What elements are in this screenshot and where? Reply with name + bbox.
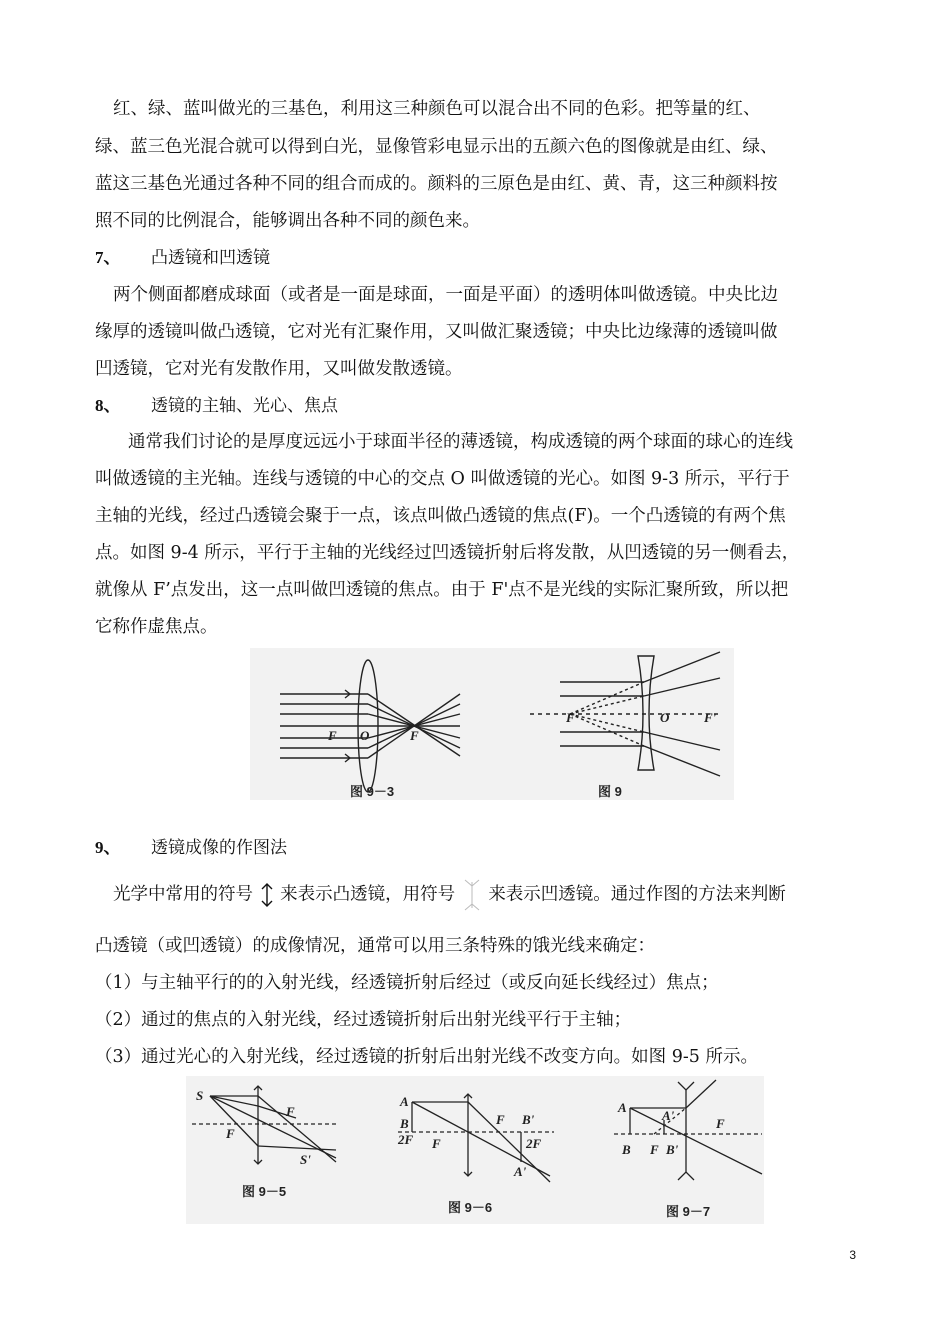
fig93-label-f2: F	[410, 728, 419, 743]
fig96-label-f2: F	[496, 1112, 505, 1127]
fig96-label-a2: A'	[514, 1164, 527, 1179]
fig97-label-f2: F	[716, 1116, 725, 1131]
fig94-label-f1: F	[566, 710, 575, 725]
symbol-line-text-a: 光学中常用的符号	[113, 884, 253, 905]
heading-7-title: 凸透镜和凹透镜	[151, 248, 270, 268]
fig96-label-2f2: 2F	[526, 1136, 542, 1151]
para3-line4: 点。如图 9-4 所示，平行于主轴的光线经过凹透镜折射后将发散，从凹透镜的另一侧看去，	[95, 543, 800, 563]
fig94-label-f2: F'	[704, 710, 717, 725]
heading-8-number: 8、	[95, 396, 121, 415]
heading-9-title: 透镜成像的作图法	[151, 838, 287, 858]
para2-line1: 两个侧面都磨成球面（或者是一面是球面，一面是平面）的透明体叫做透镜。中央比边	[113, 285, 778, 305]
heading-9-number: 9、	[95, 838, 121, 857]
para4-line2: 凸透镜（或凹透镜）的成像情况，通常可以用三条特殊的饿光线来确定：	[95, 936, 655, 956]
fig95-label-f2: F	[226, 1126, 235, 1141]
para1-line1: 红、绿、蓝叫做光的三基色，利用这三种颜色可以混合出不同的色彩。把等量的红、	[113, 99, 761, 119]
page-number: 3	[849, 1248, 856, 1262]
para1-line4: 照不同的比例混合，能够调出各种不同的颜色来。	[95, 211, 480, 231]
heading-7-number: 7、	[95, 248, 121, 267]
rule-2: （2）通过的焦点的入射光线，经过透镜折射后出射光线平行于主轴；	[95, 1010, 632, 1030]
fig97-label-b: B	[622, 1142, 631, 1157]
fig97-label-b2: B'	[666, 1142, 679, 1157]
fig97-label-a: A	[618, 1100, 627, 1115]
concave-lens-diagram	[530, 652, 720, 776]
symbol-line	[113, 878, 786, 912]
fig97-label-a2: A'	[662, 1108, 675, 1123]
heading-7	[95, 246, 270, 270]
para1-line3: 蓝这三基色光通过各种不同的组合而成的。颜料的三原色是由红、黄、青，这三种颜料按	[95, 174, 778, 194]
fig95-label-f1: F	[286, 1104, 295, 1119]
fig95-label-s: S	[196, 1088, 204, 1103]
fig96-caption: 图 9－6	[448, 1200, 493, 1215]
para3-line2: 叫做透镜的主光轴。连线与透镜的中心的交点 O 叫做透镜的光心。如图 9-3 所示，平行于	[95, 469, 790, 489]
fig93-caption: 图 9－3	[350, 784, 395, 799]
heading-8-title: 透镜的主轴、光心、焦点	[151, 396, 338, 416]
heading-9	[95, 836, 287, 860]
fig96-label-2f1: 2F	[398, 1132, 414, 1147]
convex-lens-diagram	[280, 660, 460, 792]
para2-line3: 凹透镜，它对光有发散作用，又叫做发散透镜。	[95, 359, 463, 379]
heading-8	[95, 394, 338, 418]
figure-9-5-9-6-9-7	[186, 1076, 764, 1224]
fig96-label-b2: B'	[522, 1112, 535, 1127]
fig96-label-f1: F	[432, 1136, 441, 1151]
symbol-line-text-c: 来表示凹透镜。通过作图的方法来判断	[488, 884, 786, 905]
rule-3: （3）通过光心的入射光线，经过透镜的折射后出射光线不改变方向。如图 9-5 所示。	[95, 1047, 758, 1067]
fig93-label-o: O	[360, 728, 370, 743]
rule-1: （1）与主轴平行的的入射光线，经透镜折射后经过（或反向延长线经过）焦点；	[95, 973, 719, 993]
figure-9-3-9-4	[250, 648, 734, 800]
para3-line3: 主轴的光线，经过凸透镜会聚于一点，该点叫做凸透镜的焦点(F)。一个凸透镜的有两个焦	[95, 506, 786, 526]
fig93-label-f1: F	[328, 728, 337, 743]
para3-line1: 通常我们讨论的是厚度远远小于球面半径的薄透镜，构成透镜的两个球面的球心的连线	[128, 432, 793, 452]
symbol-line-text-b: 来表示凸透镜，用符号	[280, 884, 456, 905]
fig97-label-f1: F	[650, 1142, 659, 1157]
fig95-caption: 图 9－5	[242, 1184, 287, 1199]
para2-line2: 缘厚的透镜叫做凸透镜，它对光有汇聚作用，又叫做汇聚透镜；中央比边缘薄的透镜叫做	[95, 322, 778, 342]
convex-lens-symbol-icon	[259, 882, 275, 908]
concave-lens-symbol-icon	[461, 878, 483, 912]
fig95-label-s2: S'	[300, 1152, 311, 1167]
para3-line5: 就像从 F’点发出，这一点叫做凹透镜的焦点。由于 F'点不是光线的实际汇聚所致，所以把	[95, 580, 789, 600]
fig96-label-a: A	[400, 1094, 409, 1109]
fig96-label-b: B	[400, 1116, 409, 1131]
fig94-label-o: O	[660, 710, 670, 725]
para3-line6: 它称作虚焦点。	[95, 617, 218, 637]
fig97-caption: 图 9－7	[666, 1204, 711, 1219]
fig94-caption: 图 9	[598, 784, 622, 799]
fig97-diagram	[614, 1080, 762, 1180]
para1-line2: 绿、蓝三色光混合就可以得到白光，显像管彩电显示出的五颜六色的图像就是由红、绿、	[95, 137, 778, 157]
fig95-diagram	[192, 1086, 336, 1164]
